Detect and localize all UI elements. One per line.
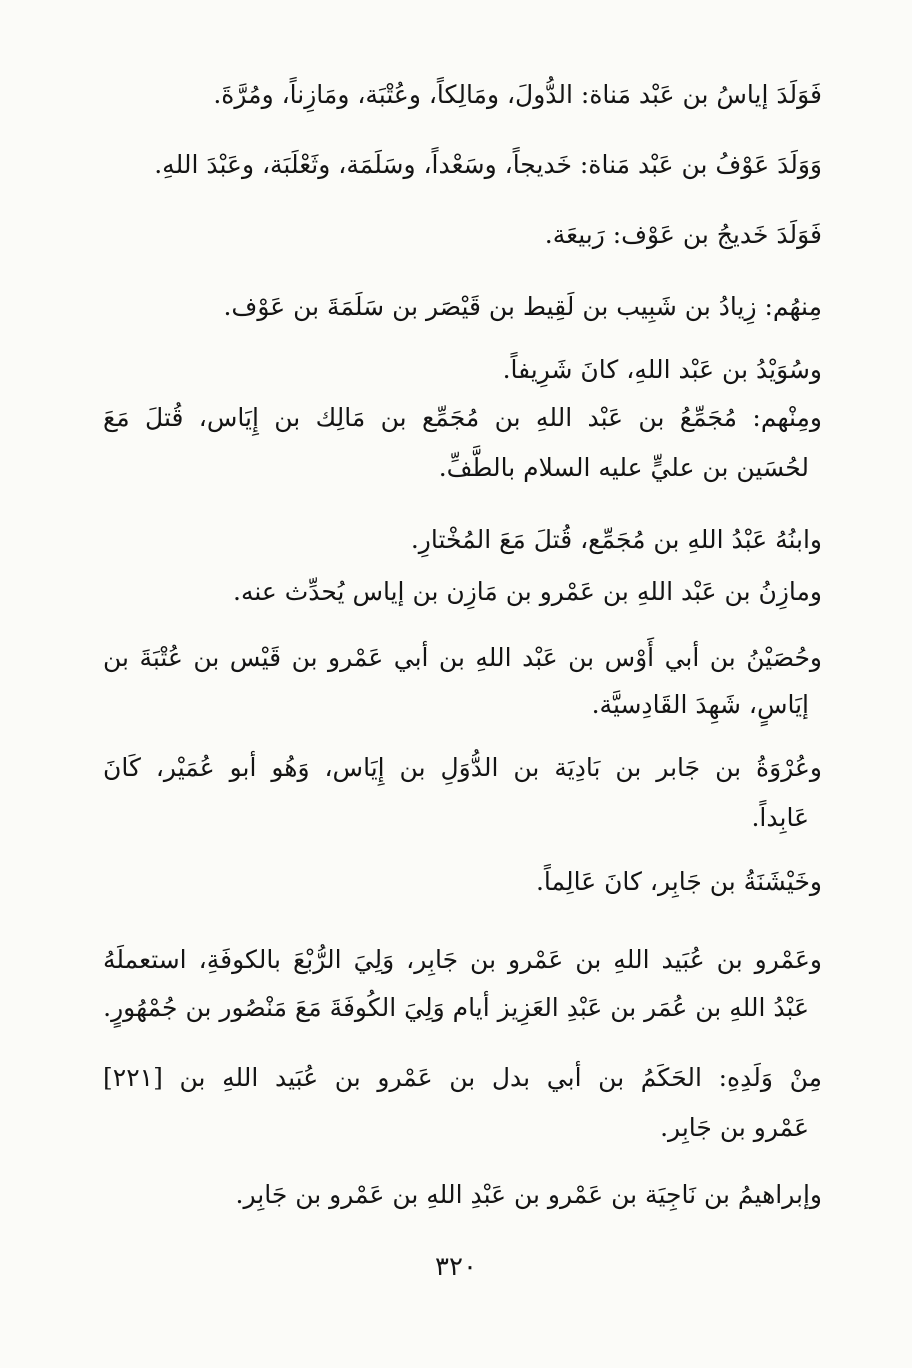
text-line: وعُرْوَةُ بن جَابر بن بَادِيَة بن الدُّوَلِ بن إِيَاس، وَهُو أبو عُمَيْر، كَانَ (103, 753, 822, 782)
text-line: إيَاسٍ، شَهِدَ القَادِسيَّة. (591, 690, 809, 719)
page-number: ٣٢٠ (435, 1252, 477, 1282)
text-line: عَمْرو بن جَابِر. (660, 1113, 809, 1142)
text-line: وعَمْرو بن عُبَيد اللهِ بن عَمْرو بن جَابِر، وَلِيَ الرُّبْعَ بالكوفَةِ، استعملَهُ (103, 945, 822, 974)
text-line: لحُسَين بن عليٍّ عليه السلام بالطَّفِّ. (438, 453, 809, 482)
text-line: وخَيْشَنَةُ بن جَابِر، كانَ عَالِماً. (535, 867, 822, 896)
text-line: وسُوَيْدُ بن عَبْد اللهِ، كانَ شَرِيفاً. (502, 355, 822, 384)
text-line: ومازِنُ بن عَبْد اللهِ بن عَمْرو بن مَازِن بن إياس يُحدِّث عنه. (233, 577, 822, 606)
text-line: ومِنْهم: مُجَمِّعُ بن عَبْد اللهِ بن مُجَمِّع بن مَالِك بن إِيَاس، قُتلَ مَعَ (103, 403, 822, 432)
text-line: عَابِداً. (751, 803, 809, 832)
text-line: فَوَلَدَ خَديجُ بن عَوْف: رَبيعَة. (544, 220, 822, 249)
text-line: مِنْ وَلَدِهِ: الحَكَمُ بن أبي بدل بن عَمْرو بن عُبَيد اللهِ بن [٢٢١] (103, 1063, 822, 1092)
text-line: مِنهُم: زِيادُ بن شَبِيب بن لَقِيط بن قَيْصَر بن سَلَمَةَ بن عَوْف. (223, 292, 822, 321)
text-line: فَوَلَدَ إياسُ بن عَبْد مَناة: الدُّولَ، ومَالِكاً، وعُتْبَة، ومَازِناً، ومُرَّةَ. (213, 80, 822, 109)
text-line: وَوَلَدَ عَوْفُ بن عَبْد مَناة: خَديجاً، وسَعْداً، وسَلَمَة، وثَعْلَبَة، وعَبْدَ اللهِ. (154, 150, 822, 179)
text-line: وإبراهيمُ بن نَاجِيَة بن عَمْرو بن عَبْدِ اللهِ بن عَمْرو بن جَابِر. (235, 1180, 822, 1209)
text-line: وابنُهُ عَبْدُ اللهِ بن مُجَمِّع، قُتلَ مَعَ المُخْتارِ. (410, 525, 822, 554)
text-line: وحُصَيْنُ بن أبي أَوْس بن عَبْد اللهِ بن أبي عَمْرو بن قَيْس بن عُتْبَةَ بن (103, 643, 822, 672)
text-line: عَبْدُ اللهِ بن عُمَر بن عَبْدِ العَزِيز أيام وَلِيَ الكُوفَةَ مَعَ مَنْصُور بن جُمْهُورٍ. (103, 993, 809, 1022)
